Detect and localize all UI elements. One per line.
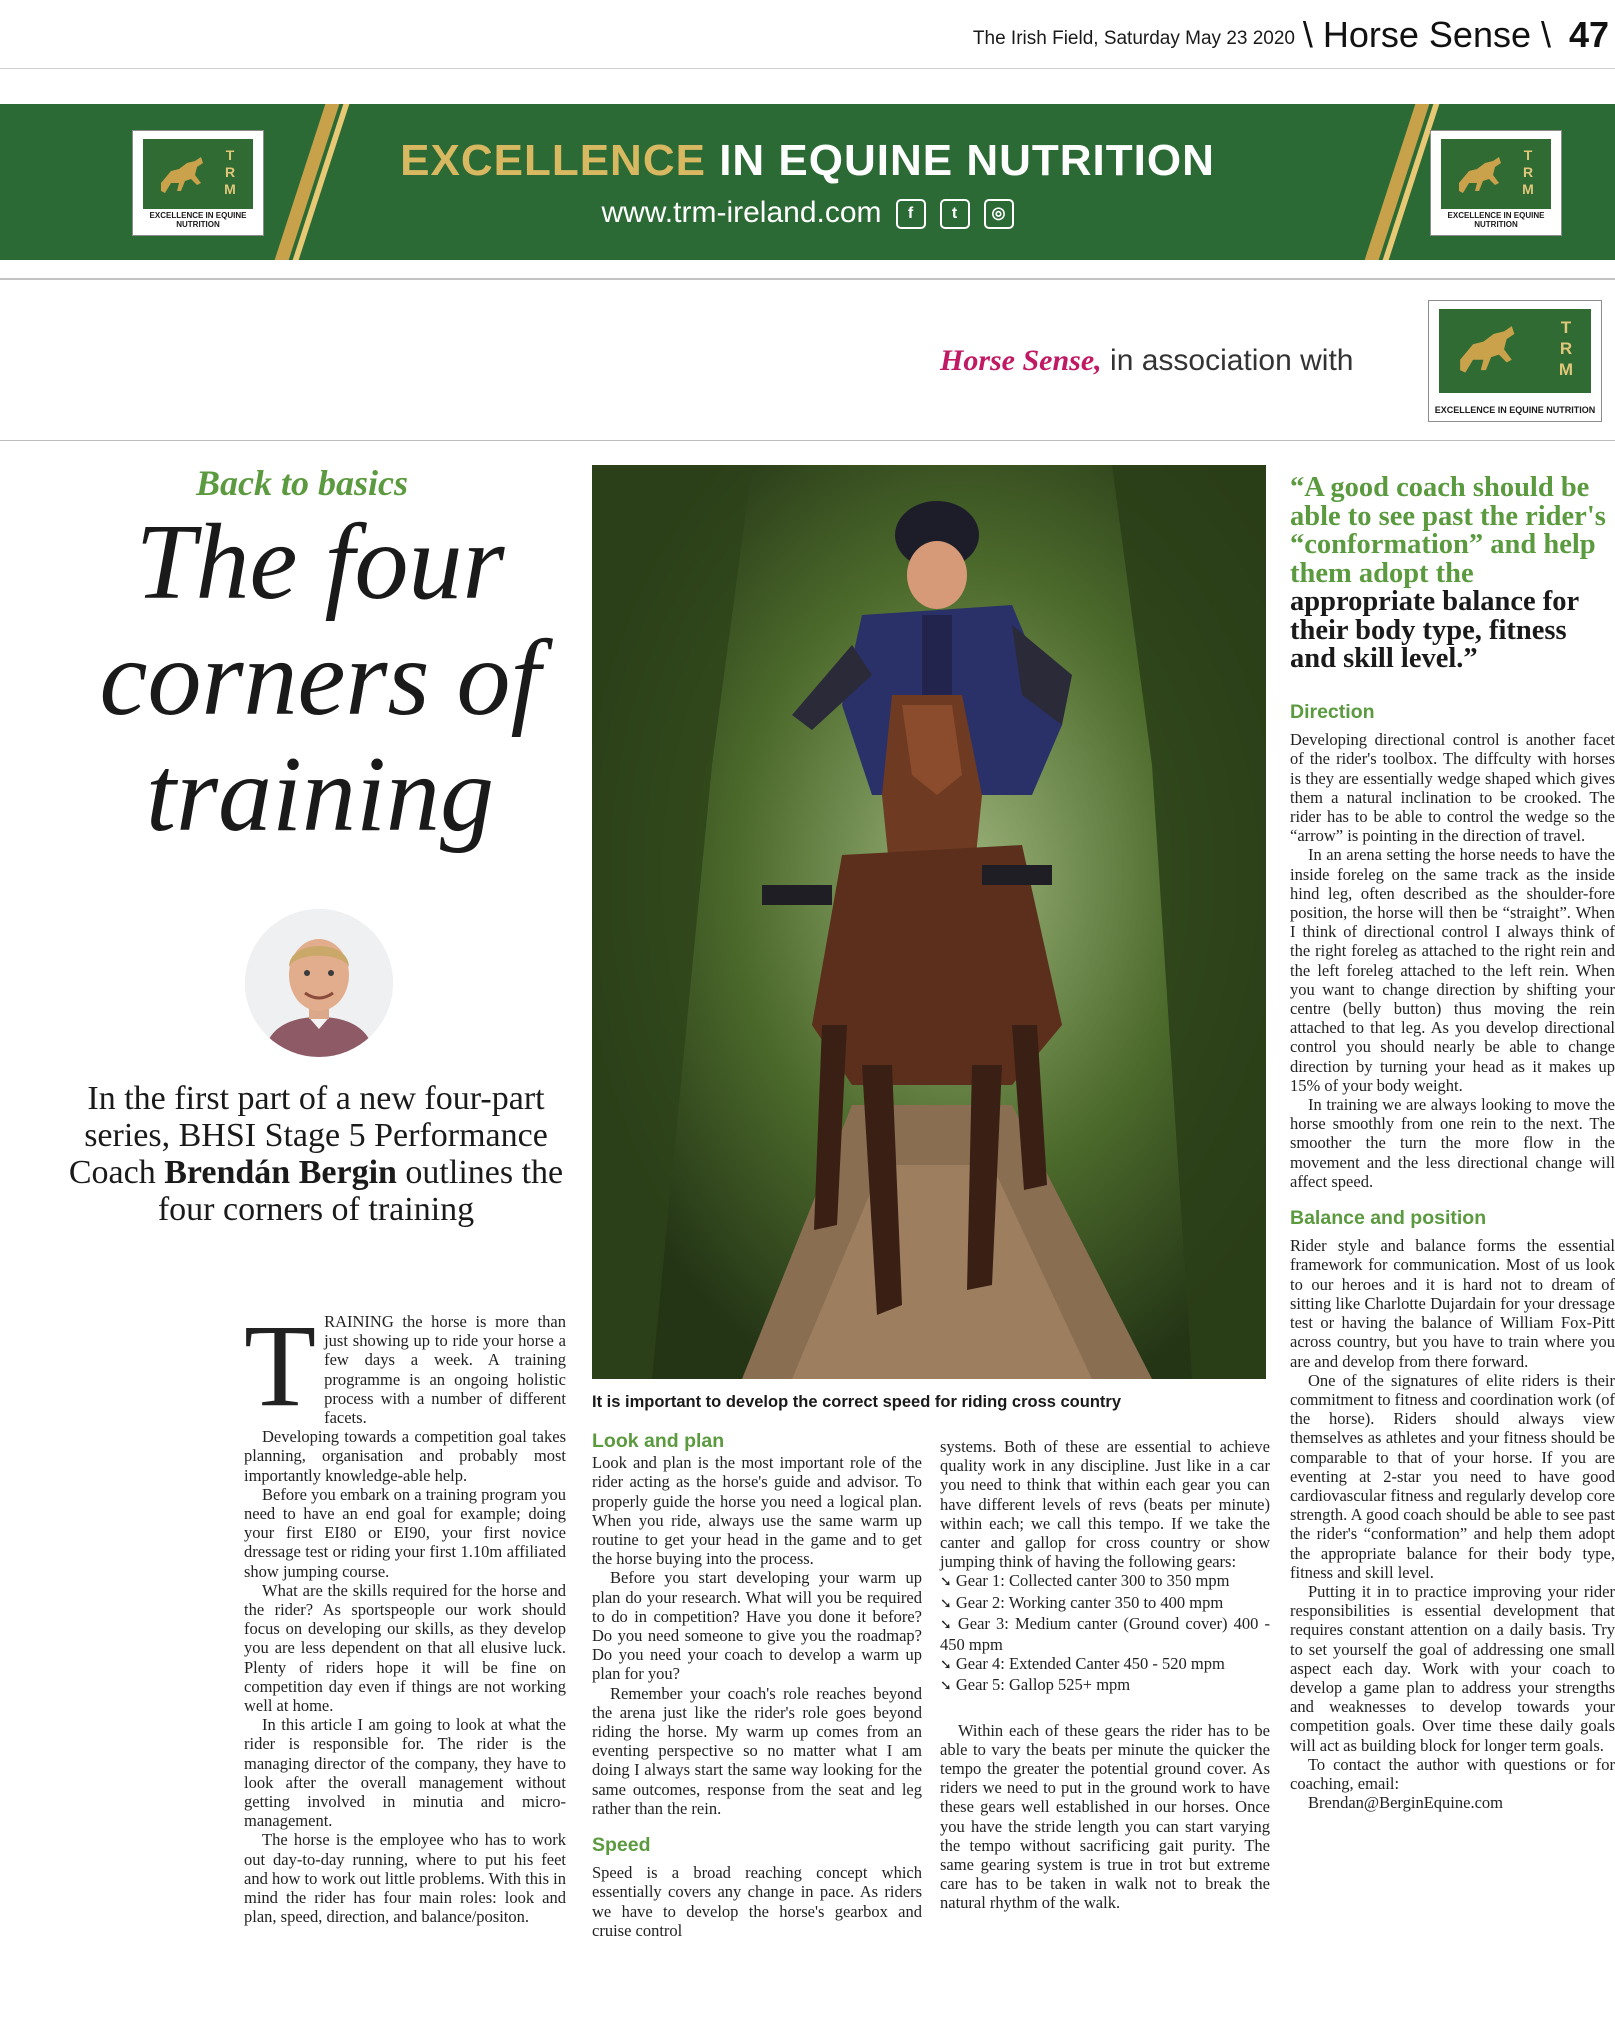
article-column-3 [940, 1437, 1270, 1913]
article-standfirst: In the first part of a new four-part series, BHSI Stage 5 Performance Coach Brendán Bergin outlines the four corners of training [68, 1080, 564, 1228]
association-line: Horse Sense, in association with [940, 344, 1354, 377]
body-paragraph: To contact the author with questions or for coaching, email: [1290, 1754, 1615, 1793]
publication-date: The Irish Field, Saturday May 23 2020 [972, 28, 1295, 49]
body-paragraph: Rider style and balance forms the essential framework for communication. Most of us look to our heroes and it is hard not to dream of sitting like Charlotte Dujardain for your dressage test or having the balance of William Fox-Pitt across country, but you have to train where you are and develop from there forward. [1290, 1236, 1615, 1371]
trm-letters: T R M [1522, 147, 1534, 197]
horse-sense-brand: Horse Sense, [940, 344, 1102, 377]
trm-logo [1428, 300, 1602, 422]
subheading-speed: Speed [592, 1834, 651, 1857]
banner-title: EXCELLENCE IN EQUINE NUTRITION [400, 136, 1215, 185]
website-link[interactable]: www.trm-ireland.com [601, 196, 882, 229]
body-paragraph: Remember your coach's role reaches beyond the arena just like the rider's role goes beyond riding the horse. My warm up comes from an eventing perspective so no matter what I am doing I always start the same way looking for the same outcomes, response from the seat and leg rather than the rein. [592, 1683, 922, 1818]
arrow-icon: ➘ [940, 1574, 952, 1591]
subheading-direction: Direction [1290, 701, 1375, 723]
subheading-balance: Balance and position [1290, 1207, 1487, 1230]
divider [0, 278, 1615, 280]
facebook-icon[interactable]: f [896, 199, 926, 229]
body-paragraph: Developing towards a competition goal takes planning, organisation and probably most importantly knowledge-able help. [244, 1427, 566, 1485]
horse-logo-icon [1453, 321, 1537, 383]
body-paragraph: Within each of these gears the rider has to be able to vary the beats per minute the quicker the tempo the greater the potential ground cover. As riders we need to put in the ground work to have these gears well established in our horses. Once you have the stride length you can start varying the tempo without sacrificing gait purity. The same gearing system is true in trot but extreme care has to be taken in walk not to break the natural rhythm of the walk. [940, 1720, 1270, 1913]
banner-url[interactable] [0, 196, 1615, 230]
article-column-4 [1290, 703, 1615, 1812]
logo-tagline: EXCELLENCE IN EQUINE NUTRITION [1434, 405, 1596, 415]
article-kicker: Back to basics [196, 463, 408, 503]
arrow-icon: ➘ [940, 1616, 952, 1633]
body-paragraph: Developing directional control is another facet of the rider's toolbox. The diffculty with horses is they are essentially wedge shaped which gives them a natural inclination to be crooked. The rider has to be able to control the wedge so the “arrow” is pointing in the direction of travel. [1290, 730, 1615, 846]
arrow-icon: ➘ [940, 1657, 952, 1674]
body-paragraph: One of the signatures of elite riders is their commitment to fitness and coordination work (of the horse). Riders should always view themselves as athletes and your fitness should be comparable to that of your horse. If you are eventing at 2-star you need to have good cardiovascular fitness and regularly develop core strength. A good coach should be able to see past the rider's “conformation” and help them adopt the appropriate balance for their body type, fitness and skill level. [1290, 1370, 1615, 1582]
divider [0, 440, 1615, 441]
logo-tagline: EXCELLENCE IN EQUINE NUTRITION [149, 211, 247, 229]
body-paragraph: Speed is a broad reaching concept which essentially covers any change in pace. As riders we have to develop the horse's gearbox and cruise control [592, 1863, 922, 1940]
divider [0, 68, 1615, 69]
author-email-link[interactable]: Brendan@BerginEquine.com [1308, 1793, 1503, 1813]
pull-quote: “A good coach should be able to see past the rider's “conformation” and help them adopt the appropriate balance for their body type, fitness and skill level.” [1290, 472, 1606, 674]
page-number: 47 [1568, 14, 1609, 55]
body-paragraph: What are the skills required for the horse and the rider? As sportspeople our work should focus on developing our skills, as they develop you are less dependent on that all elusive luck. Plenty of riders hope it will be fine on competition day even if things are not working well at home. [244, 1580, 566, 1716]
body-paragraph: The horse is the employee who has to work out day-to-day running, where to put his feet and how to work out little problems. With this in mind the rider has four main roles: look and plan, speed, direction, and balance/positon. [244, 1830, 566, 1927]
rider-photo [592, 465, 1266, 1379]
arrow-icon: ➘ [940, 1678, 952, 1695]
body-paragraph: In this article I am going to look at what the rider is responsible for. The rider is the managing director of the company, they have to look after the overall management without getting involved in minutia and micro-management. [244, 1715, 566, 1831]
arrow-icon: ➘ [940, 1595, 952, 1612]
trm-logo [1430, 130, 1562, 236]
article-column-2 [592, 1432, 922, 1940]
twitter-icon[interactable]: t [940, 199, 970, 229]
subheading-look-and-plan: Look and plan [592, 1430, 725, 1452]
intro-paragraph: TRAINING the horse is more than just showing up to ride your horse a few days a week. A training programme is an ongoing holistic process with a number of different facets. [244, 1300, 566, 1431]
body-paragraph: Before you embark on a training program you need to have an end goal for example; doing your first EI80 or EI90, your first novice dressage test or riding your first 1.10m affiliated show jumping course. [244, 1484, 566, 1581]
photo-caption: It is important to develop the correct speed for riding cross country [592, 1393, 1122, 1411]
article-headline: The four corners of training [99, 503, 541, 854]
instagram-icon[interactable]: ◎ [984, 199, 1014, 229]
body-paragraph: Look and plan is the most important role of the rider acting as the horse's guide and advisor. To properly guide the horse you need a logical plan. When you ride, always use the same warm up routine to get your head in the game and to get the horse buying into the process. [592, 1453, 922, 1569]
logo-tagline: EXCELLENCE IN EQUINE NUTRITION [1447, 211, 1545, 229]
article-column-1 [244, 1300, 566, 1927]
body-paragraph: systems. Both of these are essential to achieve quality work in any discipline. Just like in a car you need to think that within each gear you can have different levels of revs (beats per minute) within each; we call this tempo. If we take the canter and gallop for cross country or show jumping think of having the following gears: [940, 1437, 1270, 1572]
author-name: Brendán Bergin [164, 1154, 397, 1191]
section-name: \ Horse Sense \ [1302, 14, 1551, 55]
drop-cap: T [244, 1300, 317, 1431]
gear-list-item: ➘ Gear 5: Gallop 525+ mpm [940, 1675, 1131, 1695]
horse-logo-icon [1455, 153, 1517, 201]
gear-list-item: ➘ Gear 1: Collected canter 300 to 350 mpm [940, 1571, 1230, 1591]
gear-list-item: ➘ Gear 3: Medium canter (Ground cover) 400 - 450 mpm [940, 1613, 1270, 1655]
trm-letters: T R M [224, 147, 236, 197]
body-paragraph: Putting it in to practice improving your rider responsibilities is essential development that requires constant attention on a daily basis. Try to set yourself the goal of addressing one small aspect each day. Work with your coach to develop a game plan to address your strengths and weaknesses to develop towards your competition goals. Over time these daily goals will act as building block for longer term goals. [1290, 1581, 1615, 1755]
body-paragraph: In an arena setting the horse needs to have the inside foreleg on the same track as the inside hind leg, often described as the shoulder-fore position, the horse will then be “straight”. When I think of directional control I always think of the right foreleg as attached to the right rein and the left foreleg attached to the left rein. When you want to change direction by shifting your centre (belly button) thus moving the rein attached to that leg. As you develop directional control you should nearly be able to change direction by turning your head as it makes up 15% of your body weight. [1290, 845, 1615, 1095]
body-paragraph: In training we are always looking to move the horse smoothly from one rein to the next. The smoother the turn the more flow in the movement and the less directional change will affect speed. [1290, 1095, 1615, 1191]
gear-list-item: ➘ Gear 4: Extended Canter 450 - 520 mpm [940, 1654, 1225, 1674]
body-paragraph: Before you start developing your warm up plan do your research. What will you be required to do in competition? Have you done it before? Do you need someone to give you the roadmap? Do you need your coach to develop a warm up plan for you? [592, 1568, 922, 1684]
gear-list-item: ➘ Gear 2: Working canter 350 to 400 mpm [940, 1592, 1224, 1612]
author-portrait [245, 909, 393, 1057]
trm-banner-ad[interactable] [0, 104, 1615, 260]
trm-letters: T R M [1558, 318, 1574, 379]
